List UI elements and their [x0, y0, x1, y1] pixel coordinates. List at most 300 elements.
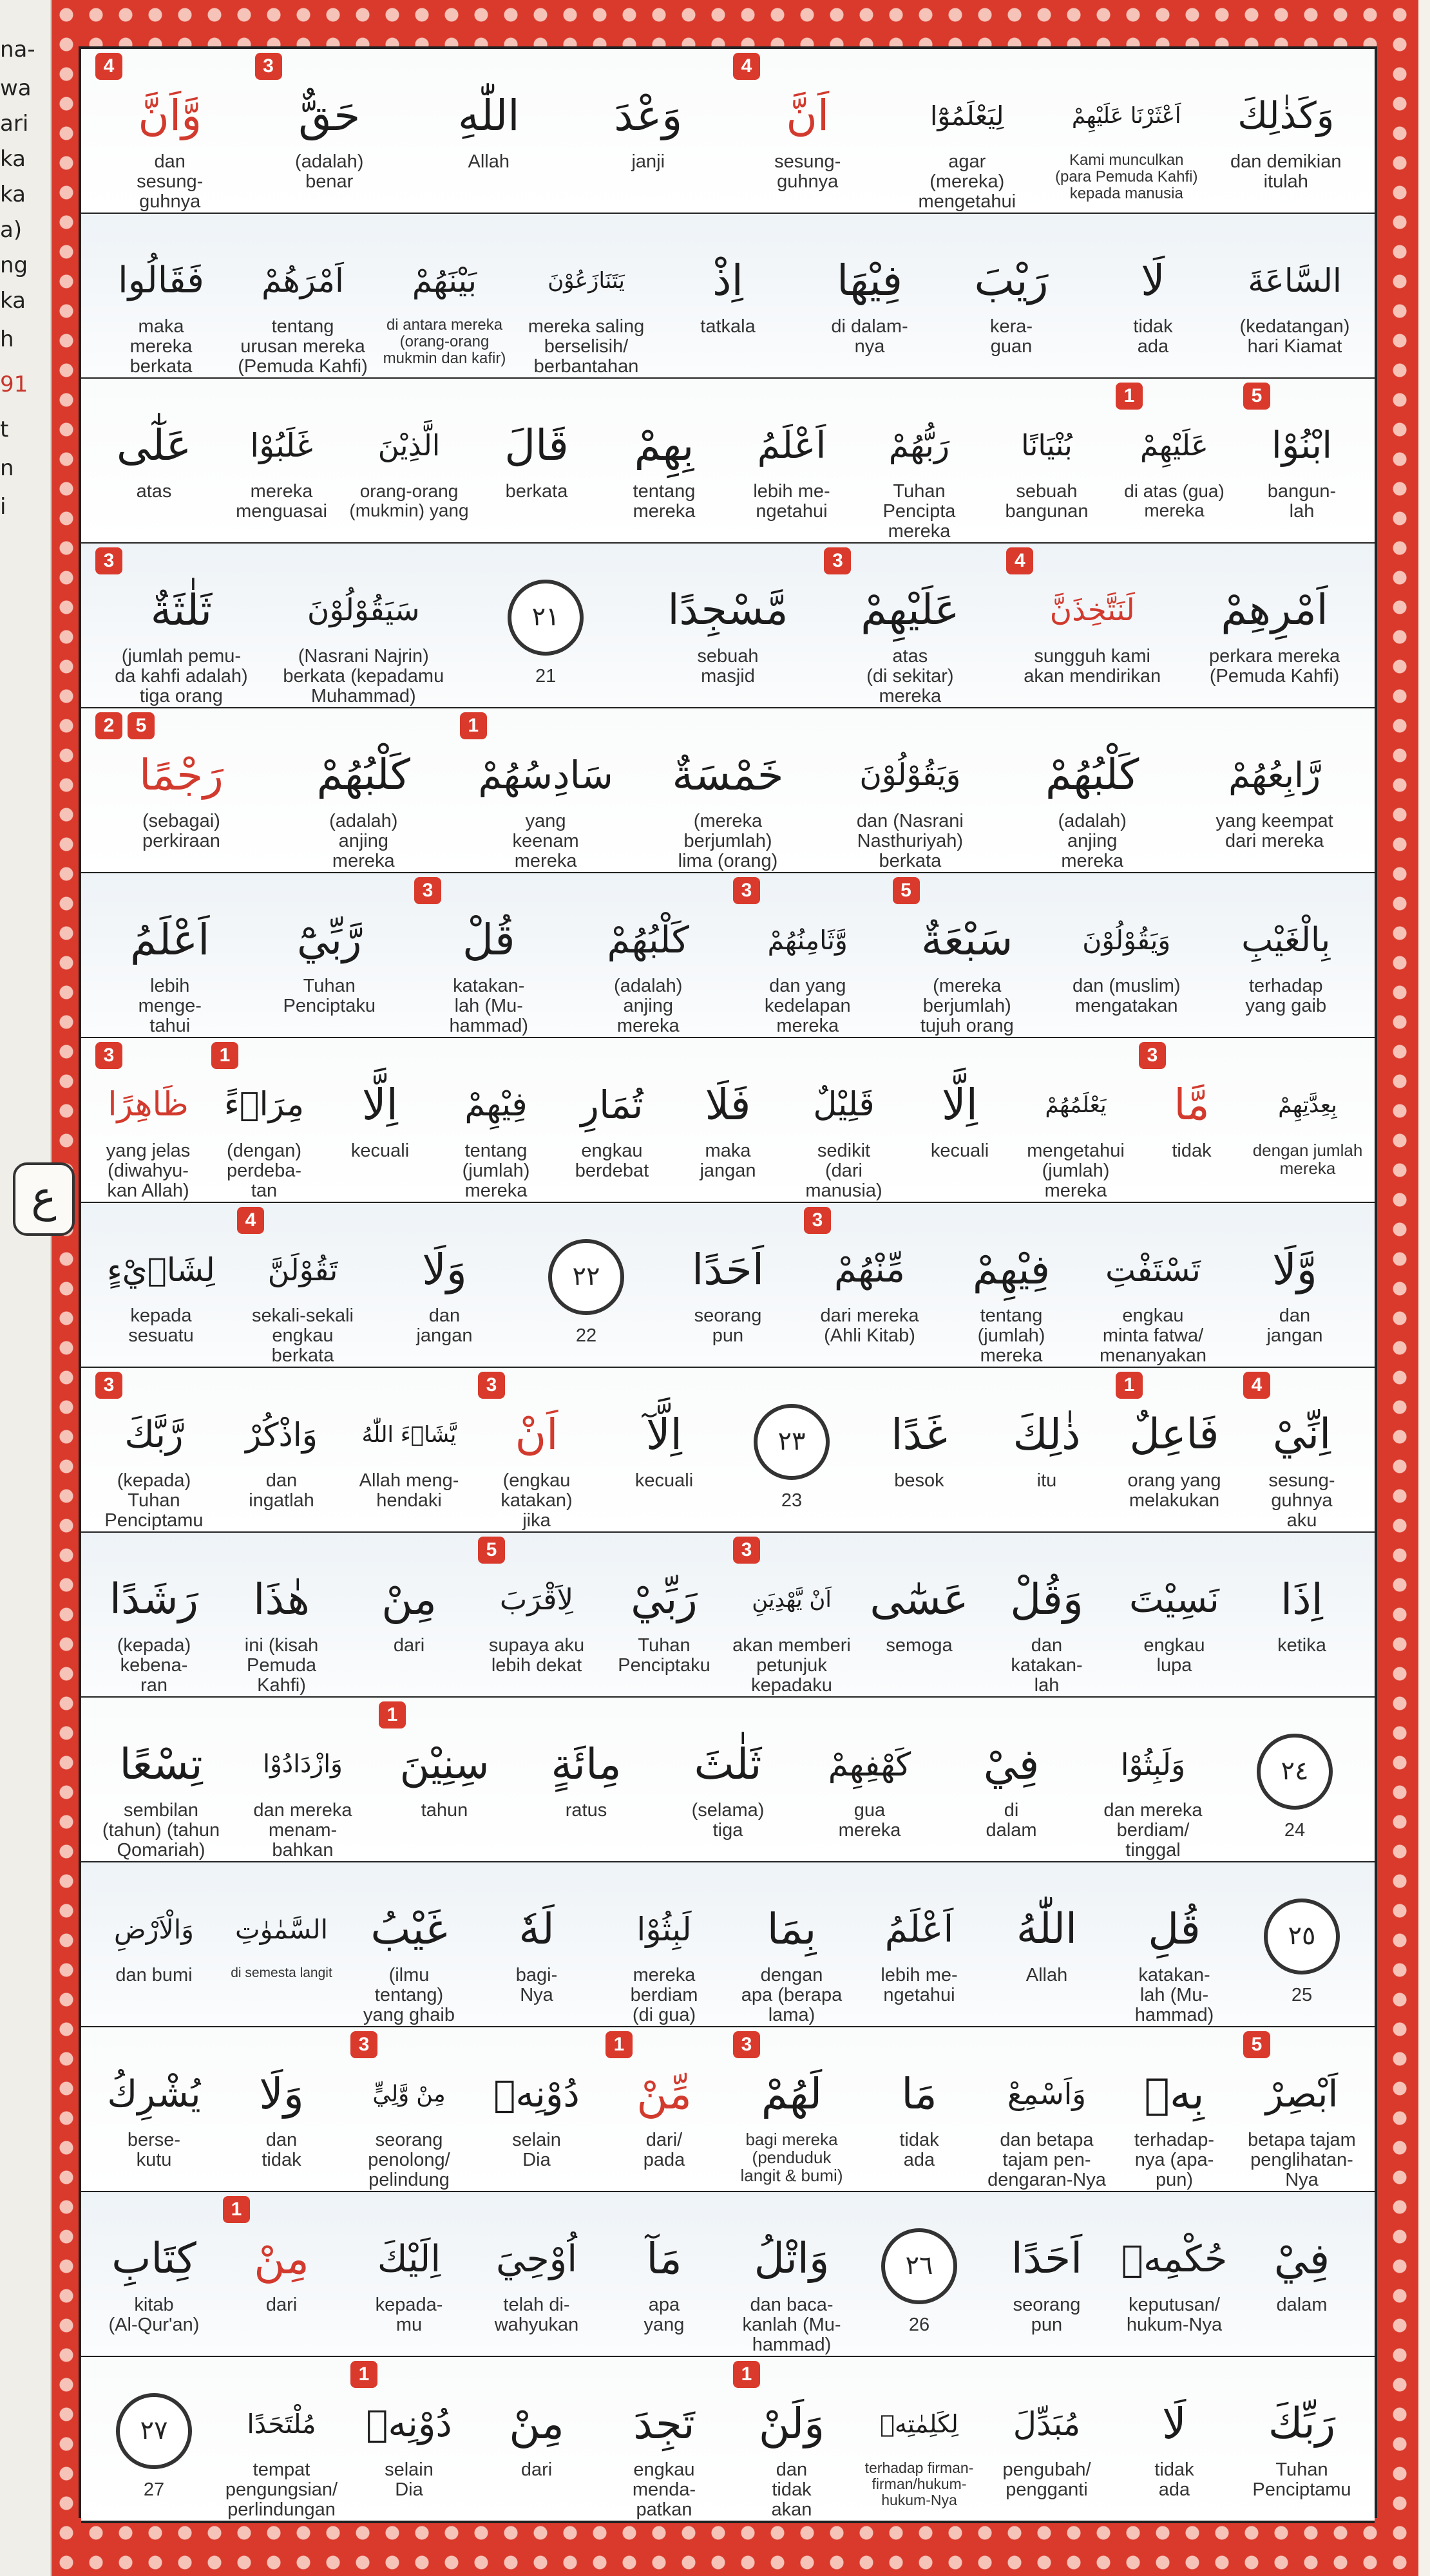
arabic-word: وَالْاَرْضِ — [114, 1914, 194, 1945]
word-pair — [90, 2192, 218, 2358]
arabic-word: سِنِيْنَ — [399, 1741, 490, 1788]
word-pair — [90, 1368, 218, 1534]
arabic-word: اِلَّا — [942, 1080, 978, 1130]
word-pair — [218, 1862, 345, 2029]
translation-text: dan katakan- lah — [1011, 1635, 1083, 1696]
translation-text: katakan- lah (Mu- hammad) — [1134, 1965, 1214, 2025]
word-pair — [345, 2027, 473, 2193]
arabic-word: دُوْنِهٖ — [493, 2073, 580, 2116]
translation-text: di semesta langit — [231, 1965, 332, 1980]
translation-text: (Nasrani Najrin) berkata (kepadamu Muhammad) — [283, 646, 444, 706]
word-pair — [940, 214, 1082, 380]
ayah-number-marker — [1264, 1899, 1340, 1975]
arabic-word: فَقَالُوا — [118, 260, 204, 301]
translation-text: tentang (jumlah) mereka — [462, 1141, 530, 1201]
arabic-word: مُلْتَحَدًا — [247, 2409, 316, 2439]
arabic-word: مِنْ وَّلِيٍّ — [372, 2081, 446, 2107]
translation-text: lebih me- ngetahui — [881, 1965, 958, 2005]
tajwid-badge: 4 — [1006, 547, 1033, 574]
arabic-word: اَنَّ — [786, 91, 830, 140]
word-pair — [1047, 49, 1206, 215]
tajwid-badge: 4 — [237, 1207, 264, 1234]
word-pair — [374, 1698, 515, 1864]
arabic-word: قَلِيْلٌ — [813, 1086, 875, 1124]
translation-text: kera- guan — [989, 316, 1033, 357]
translation-text: sembilan (tahun) (tahun Qomariah) — [102, 1800, 220, 1861]
word-pair — [1082, 1203, 1224, 1369]
arabic-word: رَبُّهُمْ — [888, 427, 950, 464]
translation-text: (kepada) Tuhan Penciptamu — [104, 1470, 204, 1531]
tajwid-badge: 4 — [1243, 1372, 1270, 1399]
arabic-word: نَسِيْتَ — [1129, 1578, 1219, 1621]
verse-row — [81, 708, 1375, 875]
arabic-word: رَبِّكَ — [1268, 2400, 1336, 2448]
translation-text: bangun- lah — [1267, 481, 1337, 522]
translation-text: (kedatangan) hari Kiamat — [1239, 316, 1350, 357]
tajwid-badge: 1 — [1116, 1372, 1143, 1399]
translation-text: sesung- guhnya aku — [1268, 1470, 1335, 1531]
translation-text: dan mereka berdiam/ tinggal — [1103, 1800, 1203, 1861]
arabic-word: وَقُلْ — [1010, 1575, 1083, 1624]
tajwid-badge: 3 — [414, 877, 441, 904]
translation-text: apa yang — [644, 2295, 685, 2335]
word-pair — [90, 1533, 218, 1699]
ayah-number-marker — [1257, 1734, 1333, 1810]
translation-text: gua mereka — [838, 1800, 901, 1841]
word-pair — [855, 379, 983, 545]
word-pair — [855, 1368, 983, 1534]
arabic-word: رَّبَّكَ — [124, 1414, 184, 1456]
arabic-word: كَلْبُهُمْ — [607, 919, 689, 961]
translation-text: (adalah) anjing mereka — [329, 811, 398, 871]
word-pair — [345, 2192, 473, 2358]
tajwid-badge: 1 — [460, 712, 487, 739]
word-pair — [1206, 49, 1366, 215]
word-pair — [983, 379, 1111, 545]
tajwid-badge: 3 — [733, 877, 760, 904]
translation-text: kecuali — [350, 1141, 410, 1161]
translation-text: tidak — [1172, 1141, 1212, 1161]
translation-text: agar (mereka) mengetahui — [918, 151, 1016, 212]
arabic-word: يُشْرِكُ — [107, 2073, 201, 2116]
arabic-word: قُلْ — [462, 915, 515, 965]
arabic-word: كَهْفِهِمْ — [828, 1746, 911, 1783]
word-pair — [473, 379, 600, 545]
translation-text: mereka menguasai — [236, 481, 327, 522]
arabic-word: ابْنُوْا — [1271, 424, 1333, 467]
tajwid-badge: 3 — [255, 53, 282, 80]
arabic-word: لَهٗ — [519, 1904, 555, 1954]
word-pair — [728, 49, 888, 215]
translation-text: dalam — [1276, 2295, 1328, 2315]
word-pair — [728, 2027, 855, 2193]
verse-row — [81, 49, 1375, 215]
word-pair — [657, 1203, 799, 1369]
ayah-number-marker — [881, 2228, 957, 2304]
tajwid-badge: 5 — [478, 1537, 505, 1564]
translation-text: (ilmu tentang) yang ghaib — [363, 1965, 455, 2025]
word-pair — [409, 49, 569, 215]
margin-text-fragment: ka — [0, 288, 26, 314]
translation-text: dan tidak akan — [771, 2459, 812, 2520]
translation-text: Tuhan Penciptaku — [283, 976, 376, 1016]
word-pair — [374, 214, 515, 380]
arabic-word: وَكَذٰلِكَ — [1237, 95, 1335, 137]
translation-text: dan betapa tajam pen- dengaran-Nya — [987, 2130, 1106, 2190]
quran-page — [79, 46, 1377, 2518]
translation-text: tidak ada — [1154, 2459, 1194, 2500]
word-pair — [1111, 2357, 1238, 2523]
translation-text: dari — [520, 2459, 553, 2480]
arabic-word: وَلَا — [259, 2069, 304, 2119]
word-pair — [1224, 214, 1366, 380]
ayah-number-arabic: ٢٥ — [1288, 1921, 1316, 1951]
tajwid-badge: 5 — [1243, 383, 1270, 410]
word-pair — [728, 2357, 855, 2523]
word-pair — [600, 1533, 728, 1699]
arabic-word: رَيْبَ — [974, 256, 1049, 305]
word-pair — [218, 1368, 345, 1534]
translation-text: dan baca- kanlah (Mu- hammad) — [742, 2295, 841, 2355]
word-pair — [1001, 708, 1183, 875]
translation-text: (kepada) kebena- ran — [117, 1635, 191, 1696]
translation-text: betapa tajam penglihatan- Nya — [1248, 2130, 1356, 2190]
arabic-word: كَلْبُهُمْ — [1045, 751, 1139, 799]
word-pair — [799, 214, 940, 380]
arabic-word: مِّنْهُمْ — [834, 1249, 905, 1291]
translation-text: di atas (gua) mereka — [1124, 481, 1225, 520]
ayah-number-arabic: ٢٣ — [777, 1426, 806, 1456]
ayah-number-label: 22 — [575, 1325, 597, 1346]
word-pair — [600, 1368, 728, 1534]
word-pair — [206, 1038, 322, 1204]
arabic-word: مَا — [901, 2069, 937, 2119]
word-pair — [218, 379, 345, 545]
arabic-word: لِيَعْلَمُوْٓا — [930, 100, 1004, 131]
arabic-word: اِلَّا — [362, 1080, 398, 1130]
arabic-word: بَيْنَهُمْ — [412, 262, 477, 299]
tajwid-badge: 3 — [804, 1207, 831, 1234]
word-pair — [983, 2192, 1111, 2358]
translation-text: mereka berdiam (di gua) — [630, 1965, 698, 2025]
translation-text: orang-orang (mukmin) yang — [349, 481, 469, 520]
word-pair — [1111, 2192, 1238, 2358]
verse-row — [81, 544, 1375, 710]
translation-text: (mereka berjumlah) lima (orang) — [678, 811, 778, 871]
word-pair — [90, 379, 218, 545]
arabic-word: فَاعِلٌ — [1129, 1410, 1219, 1459]
arabic-word: تِسْعًا — [119, 1739, 203, 1789]
arabic-word: اَعْلَمُ — [757, 424, 826, 467]
word-pair — [569, 873, 729, 1039]
translation-text: terhadap firman- firman/hukum- hukum-Nya — [864, 2459, 974, 2508]
translation-text: Tuhan Penciptaku — [618, 1635, 710, 1676]
translation-text: dari mereka (Ahli Kitab) — [820, 1305, 919, 1346]
arabic-word: اِذْ — [712, 256, 743, 305]
translation-text: seorang pun — [1013, 2295, 1081, 2335]
translation-text: kecuali — [930, 1141, 989, 1161]
arabic-word: يَعْلَمُهُمْ — [1045, 1092, 1107, 1118]
arabic-word: مِنْ — [509, 2399, 564, 2448]
translation-text: sesung- guhnya — [774, 151, 841, 192]
word-pair — [855, 1533, 983, 1699]
tajwid-badge: 3 — [1139, 1042, 1166, 1069]
margin-text-fragment: ari — [0, 111, 29, 137]
translation-text: (selama) tiga — [691, 1800, 765, 1841]
arabic-word: لَنَتَّخِذَنَّ — [1049, 592, 1135, 628]
word-pair — [728, 2192, 855, 2358]
arabic-word: كَلْبُهُمْ — [316, 751, 410, 799]
word-pair — [600, 379, 728, 545]
tajwid-badge: 1 — [733, 2361, 760, 2388]
arabic-word: وَاتْلُ — [754, 2235, 830, 2283]
arabic-word: فِيْهَا — [837, 256, 902, 305]
word-pair — [455, 708, 637, 875]
translation-text: sebuah bangunan — [1005, 481, 1089, 522]
arabic-word: وَيَقُوْلُوْنَ — [1082, 925, 1171, 956]
arabic-word: وَاَسْمِعْ — [1007, 2077, 1086, 2111]
translation-text: dan mereka menam- bahkan — [253, 1800, 352, 1861]
word-pair — [218, 2192, 345, 2358]
word-pair — [1238, 1533, 1366, 1699]
tajwid-badge: 3 — [95, 547, 122, 574]
tajwid-badge: 1 — [379, 1701, 406, 1728]
translation-text: sebuah masjid — [697, 646, 759, 687]
translation-text: maka jangan — [700, 1141, 756, 1181]
word-pair — [600, 1862, 728, 2029]
translation-text: Allah — [468, 151, 510, 172]
word-pair — [1082, 214, 1224, 380]
arabic-word: بُنْيَانًا — [1021, 428, 1072, 462]
translation-text: katakan- lah (Mu- hammad) — [449, 976, 528, 1036]
word-pair — [90, 1862, 218, 2029]
word-pair — [232, 1698, 374, 1864]
tajwid-badge: 3 — [824, 547, 851, 574]
translation-text: berse- kutu — [127, 2130, 181, 2170]
word-pair — [272, 544, 455, 710]
arabic-word: وَّلَا — [1272, 1245, 1317, 1294]
translation-text: engkau minta fatwa/ menanyakan — [1099, 1305, 1207, 1366]
word-pair — [90, 1203, 232, 1369]
tajwid-badge: 4 — [95, 53, 122, 80]
translation-text: akan memberi petunjuk kepadaku — [732, 1635, 851, 1696]
word-pair — [1134, 1038, 1250, 1204]
arabic-word: خَمْسَةٌ — [672, 750, 784, 800]
arabic-word: اَعْلَمُ — [130, 915, 210, 965]
translation-text: (jumlah pemu- da kahfi adalah) tiga orang — [115, 646, 248, 706]
translation-text: selain Dia — [385, 2459, 434, 2500]
translation-text: terhadap- nya (apa- pun) — [1134, 2130, 1215, 2190]
word-pair — [473, 2357, 600, 2523]
translation-text: bagi- Nya — [515, 1965, 558, 2005]
arabic-word: بِالْغَيْبِ — [1241, 921, 1331, 960]
translation-text: kecuali — [634, 1470, 694, 1491]
translation-text: kepada- mu — [375, 2295, 443, 2335]
word-pair — [799, 1203, 940, 1369]
word-pair — [940, 1698, 1082, 1864]
arabic-word: اِنِّيْ — [1272, 1410, 1331, 1459]
margin-text-fragment: ka — [0, 146, 26, 172]
translation-text: kitab (Al-Qur'an) — [108, 2295, 200, 2335]
word-pair — [90, 1038, 206, 1204]
arabic-word: عَلٰٓى — [116, 421, 192, 470]
word-pair — [728, 1533, 855, 1699]
margin-text-fragment: i — [0, 494, 6, 520]
arabic-word: اِذَا — [1280, 1575, 1324, 1624]
translation-text: tahun — [421, 1800, 468, 1821]
word-pair — [657, 1698, 799, 1864]
word-pair — [232, 214, 374, 380]
arabic-word: هٰذَا — [253, 1575, 310, 1624]
arabic-word: دُوْنِهٖ — [366, 2403, 452, 2445]
word-pair — [1111, 1862, 1238, 2029]
tajwid-badge: 3 — [95, 1042, 122, 1069]
translation-text: yang keempat dari mereka — [1216, 811, 1333, 851]
arabic-word: تَسْتَفْتِ — [1105, 1251, 1201, 1289]
translation-text: dan yang kedelapan mereka — [764, 976, 851, 1036]
arabic-word: سَبْعَةٌ — [921, 915, 1013, 965]
arabic-word: سَيَقُوْلُوْنَ — [307, 592, 420, 628]
arabic-word: اَعْثَرْنَا عَلَيْهِمْ — [1072, 103, 1181, 129]
arabic-word: لَهُمْ — [761, 2069, 823, 2119]
translation-text: yang jelas (diwahyu- kan Allah) — [106, 1141, 191, 1201]
translation-text: sungguh kami akan mendirikan — [1024, 646, 1161, 687]
arabic-word: لِكَلِمٰتِهٖ — [880, 2410, 958, 2438]
translation-text: tidak ada — [899, 2130, 939, 2170]
word-pair — [345, 1368, 473, 1534]
word-pair — [322, 1038, 438, 1204]
arabic-word: تَجِدَ — [633, 2399, 695, 2448]
translation-text: mereka saling berselisih/ berbantahan — [528, 316, 645, 377]
left-page-margin — [0, 0, 52, 2576]
translation-text: dengan apa (berapa lama) — [741, 1965, 843, 2025]
arabic-word: وَلَا — [422, 1245, 467, 1294]
ayah-number-label: 25 — [1291, 1985, 1313, 2005]
ayah-number-marker — [508, 580, 584, 656]
word-pair — [855, 2357, 983, 2523]
word-pair — [250, 49, 410, 215]
margin-text-fragment: wa — [0, 75, 32, 101]
word-pair — [786, 1038, 902, 1204]
tajwid-badge: 3 — [95, 1372, 122, 1399]
juz-marker: ع — [13, 1162, 75, 1236]
arabic-word: سَادِسُهُمْ — [478, 753, 613, 797]
word-pair — [888, 873, 1047, 1039]
translation-text: sekali-sekali engkau berkata — [252, 1305, 354, 1366]
word-pair — [983, 1533, 1111, 1699]
arabic-word: اَحَدًا — [691, 1245, 765, 1294]
word-pair — [1082, 1698, 1224, 1864]
verse-row — [81, 1203, 1375, 1369]
arabic-word: فِيْهِمْ — [972, 1246, 1051, 1293]
tajwid-badge: 1 — [605, 2031, 633, 2058]
word-pair — [1111, 1533, 1238, 1699]
word-pair — [345, 379, 473, 545]
word-pair — [983, 2027, 1111, 2193]
translation-text: Allah — [1025, 1965, 1068, 1985]
translation-text: seorang penolong/ pelindung — [368, 2130, 450, 2190]
arabic-word: قَالَ — [504, 421, 569, 470]
word-pair — [218, 1533, 345, 1699]
verse-row — [81, 1698, 1375, 1864]
arabic-word: فِيْ — [1273, 2234, 1330, 2284]
arabic-word: رَّبِّيْٓ — [297, 916, 362, 963]
translation-text: di antara mereka (orang-orang mukmin dan kafir) — [383, 316, 506, 367]
arabic-word: وَازْدَادُوْا — [263, 1750, 343, 1779]
translation-text: maka mereka berkata — [129, 316, 193, 377]
translation-text: sedikit (dari manusia) — [805, 1141, 882, 1201]
word-pair — [272, 708, 455, 875]
arabic-word: حُكْمِهٖ — [1121, 2238, 1228, 2280]
arabic-word: مَّا — [1174, 1080, 1210, 1130]
word-pair — [1250, 1038, 1366, 1204]
translation-text: dan ingatlah — [249, 1470, 314, 1511]
word-pair — [554, 1038, 670, 1204]
tajwid-badge: 1 — [1116, 383, 1143, 410]
arabic-word: ثَلٰثَ — [694, 1739, 762, 1789]
translation-text: atas — [136, 481, 172, 502]
arabic-word: وَّثَامِنُهُمْ — [767, 925, 848, 956]
arabic-word: يَتَنَازَعُوْنَ — [548, 268, 625, 294]
arabic-word: ثَلٰثَةٌ — [150, 585, 213, 635]
translation-text: (mereka berjumlah) tujuh orang — [920, 976, 1014, 1036]
arabic-word: اَنْ يَّهْدِيَنِ — [752, 1587, 832, 1613]
word-pair — [637, 708, 819, 875]
translation-text: yang keenam mereka — [512, 811, 579, 871]
word-pair — [657, 214, 799, 380]
arabic-word: الَّذِيْنَ — [377, 428, 441, 462]
word-pair — [1224, 1203, 1366, 1369]
margin-text-fragment: t — [0, 417, 9, 442]
arabic-word: لِشَا۟يْءٍ — [107, 1251, 215, 1289]
translation-text: dari — [265, 2295, 298, 2315]
translation-text: bagi mereka (penduduk langit & bumi) — [740, 2130, 843, 2185]
arabic-word: غَيْبُ — [370, 1904, 448, 1954]
word-pair — [374, 1203, 515, 1369]
arabic-word: وَعْدَ — [614, 91, 683, 140]
verse-row — [81, 873, 1375, 1039]
arabic-word: غَلَبُوْا — [250, 427, 313, 464]
arabic-word: مِّنْ — [636, 2069, 692, 2119]
translation-text: Kami munculkan (para Pemuda Kahfi) kepada manusia — [1055, 151, 1198, 202]
word-pair — [728, 1862, 855, 2029]
translation-text: engkau menda- patkan — [632, 2459, 696, 2520]
word-pair — [232, 1203, 374, 1369]
word-pair — [90, 873, 250, 1039]
margin-text-fragment: 91 — [0, 372, 28, 397]
arabic-word: اُوْحِيَ — [495, 2238, 578, 2280]
word-pair — [438, 1038, 554, 1204]
tajwid-badge: 3 — [733, 1537, 760, 1564]
arabic-word: تَقُوْلَنَّ — [267, 1253, 338, 1287]
word-pair — [90, 544, 272, 710]
word-pair — [819, 544, 1001, 710]
word-pair — [1183, 544, 1366, 710]
translation-text: Allah meng- hendaki — [359, 1470, 459, 1511]
word-pair — [1111, 2027, 1238, 2193]
translation-text: semoga — [886, 1635, 953, 1656]
verse-row — [81, 1038, 1375, 1204]
word-pair — [983, 2357, 1111, 2523]
arabic-word: مُبَدِّلَ — [1013, 2405, 1081, 2443]
verse-row — [81, 1533, 1375, 1699]
verse-row — [81, 379, 1375, 545]
word-pair — [345, 1862, 473, 2029]
translation-text: dari/ pada — [643, 2130, 685, 2170]
translation-text: tempat pengungsian/ perlindungan — [225, 2459, 338, 2520]
translation-text: Tuhan Penciptamu — [1252, 2459, 1351, 2500]
arabic-word: غَدًا — [891, 1410, 948, 1459]
